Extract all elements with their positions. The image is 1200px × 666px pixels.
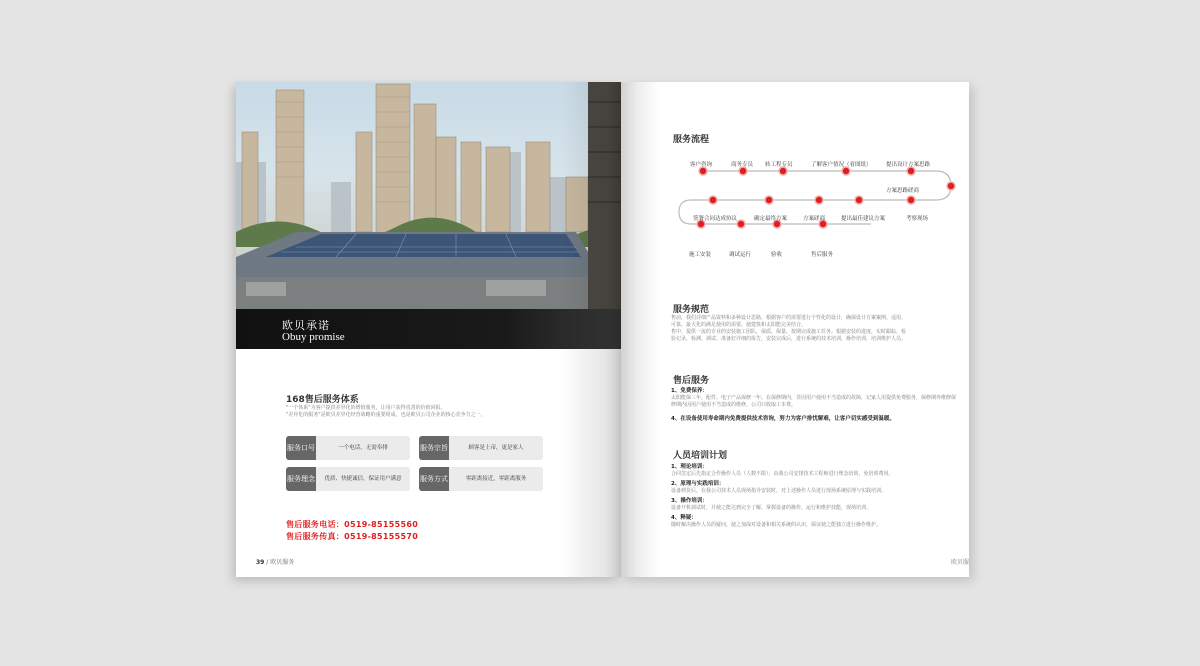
after-sales-item-text: 太阳能保三年，配件、电子产品保修一年。在保修期内，非因用户使用不当造成的故障，记家人用提供免费服务，保修期外维修保修期内因用户使用不当造成的维修，公司只收取工本费。 [671, 395, 957, 408]
banner-title-en: Obuy promise [282, 331, 345, 343]
training-item-text: 设备到货后，在我公司技术人员现场指导安装时，对上述操作人员进行现场系统原理与实践培训。 [671, 488, 887, 494]
process-node [842, 167, 850, 175]
after-sales-body [671, 387, 956, 423]
service-system-heading: 168售后服务体系 [286, 395, 359, 405]
box-value: 优质、快捷诚信，保证用户满意 [324, 475, 402, 482]
service-fax: 售后服务传真：0519-85155570 [286, 532, 419, 541]
training-item-title: 3、操作培训： [671, 498, 708, 504]
process-node [815, 196, 823, 204]
service-system-line: "一个体系"为客户提供差异化的增值服务，让用户获得真善的价值回报。 [286, 405, 446, 411]
box-value: 顾客是上帝，更是家人 [468, 444, 524, 451]
box-label: 服务理念 [286, 467, 316, 491]
process-node [737, 220, 745, 228]
after-sales-item-title: 1、免费保养： [671, 388, 708, 394]
promise-banner [236, 309, 621, 349]
process-step: 方案磋商 [803, 216, 826, 222]
box-label: 服务口号 [286, 436, 316, 460]
corner-section-label: 欧贝服 [950, 559, 969, 566]
service-system-text [286, 405, 566, 419]
process-node [739, 167, 747, 175]
left-page [236, 82, 621, 577]
method-box [419, 467, 543, 491]
norms-text [671, 315, 956, 343]
philosophy-box [286, 467, 410, 491]
process-step: 客户咨询 [690, 162, 713, 168]
process-step: 转工程专员 [765, 162, 793, 168]
process-step: 了解客户情况（看图纸） [811, 162, 872, 168]
box-label: 服务宗旨 [419, 436, 449, 460]
norms-heading: 服务规范 [673, 305, 710, 315]
box-value: 零距离接近，零距离服务 [465, 475, 527, 482]
page-number-value: 39 [256, 559, 265, 566]
page-section: / 欧贝服务 [266, 559, 295, 566]
box-value: 一个电话，无需奉排 [338, 444, 388, 451]
norms-line: 验记录，检测、调试、准备好详细的报告，安装完成后，进行系统的技术培训，操作培训，培训维护人员。 [671, 336, 907, 342]
process-node [855, 196, 863, 204]
cityscape-photo [236, 82, 621, 309]
tenet-box [419, 436, 543, 460]
banner-title-cn: 欧贝承诺 [282, 319, 330, 332]
cityscape-illustration [236, 82, 621, 309]
process-node [907, 196, 915, 204]
slogan-box [286, 436, 410, 460]
process-node [709, 196, 717, 204]
process-heading: 服务流程 [673, 135, 710, 145]
page-number [256, 557, 294, 566]
process-node [947, 182, 955, 190]
training-heading: 人员培训计划 [673, 451, 728, 461]
training-item-text: 合同签定后先指定合作操作人员（人数不限），由我公司安排技术工程师进行理念培训，免培训费用。 [671, 471, 894, 477]
process-step: 考察现场 [906, 216, 929, 222]
service-phone: 售后服务电话：0519-85155560 [286, 520, 419, 529]
process-step: 确定最终方案 [754, 216, 788, 222]
process-node [765, 196, 773, 204]
process-step: 提出最佳建议方案 [841, 216, 886, 222]
process-step: 方案思路磋商 [886, 188, 920, 194]
process-step: 售后服务 [811, 252, 834, 258]
service-system-line: "差异化的服务"是欧贝差异化经营战略的重要组成，也是欧贝公司企业的核心竞争力之一。 [286, 412, 486, 418]
right-page [621, 82, 969, 577]
process-node [699, 167, 707, 175]
service-process-flow [671, 152, 961, 262]
norms-line: 售前，我们详细产品资料和多种设计思路，根据客户的需要进行个性化的设计，确保设计方案案例、适用、 [671, 315, 907, 321]
after-sales-heading: 售后服务 [673, 376, 710, 386]
box-label: 服务方式 [419, 467, 449, 491]
process-step: 签署合同达成协议 [693, 216, 738, 222]
training-body [671, 463, 956, 529]
process-step: 调试运行 [729, 252, 752, 258]
process-step: 提出设计方案思路 [886, 162, 931, 168]
gutter-shadow-right [621, 82, 659, 577]
process-step: 施工安装 [689, 252, 712, 258]
training-item-text: 设备开机调试时，并使之能达到完全了解，掌握设备的操作，运行和维护技能，现场培训。 [671, 505, 872, 511]
norms-line: 售中，提供一流的专业的安装施工团队，保质、保量、按期完成施工任务。根据安装的进度，实时跟踪，检 [671, 329, 907, 335]
process-node [779, 167, 787, 175]
training-item-title: 1、理论培训： [671, 464, 708, 470]
process-step: 验收 [771, 252, 783, 258]
training-item-text: 随时解决操作人员的疑问，使之加深对设备和相关系统的认识，保证使之能独立进行操作维护。 [671, 522, 882, 528]
process-step: 商务专员 [731, 162, 754, 168]
training-item-title: 4、释疑： [671, 515, 697, 521]
process-node [907, 167, 915, 175]
norms-line: 可靠，最大化的满足使用的需要，使建筑和太阳能完美结合。 [671, 322, 807, 328]
training-item-title: 2、原理与实践培训： [671, 481, 725, 487]
after-sales-item4: 4、在设备使用寿命期内免费提供技术咨询，努力为客户排忧解难，让客户切实感受到温暖。 [671, 416, 895, 422]
